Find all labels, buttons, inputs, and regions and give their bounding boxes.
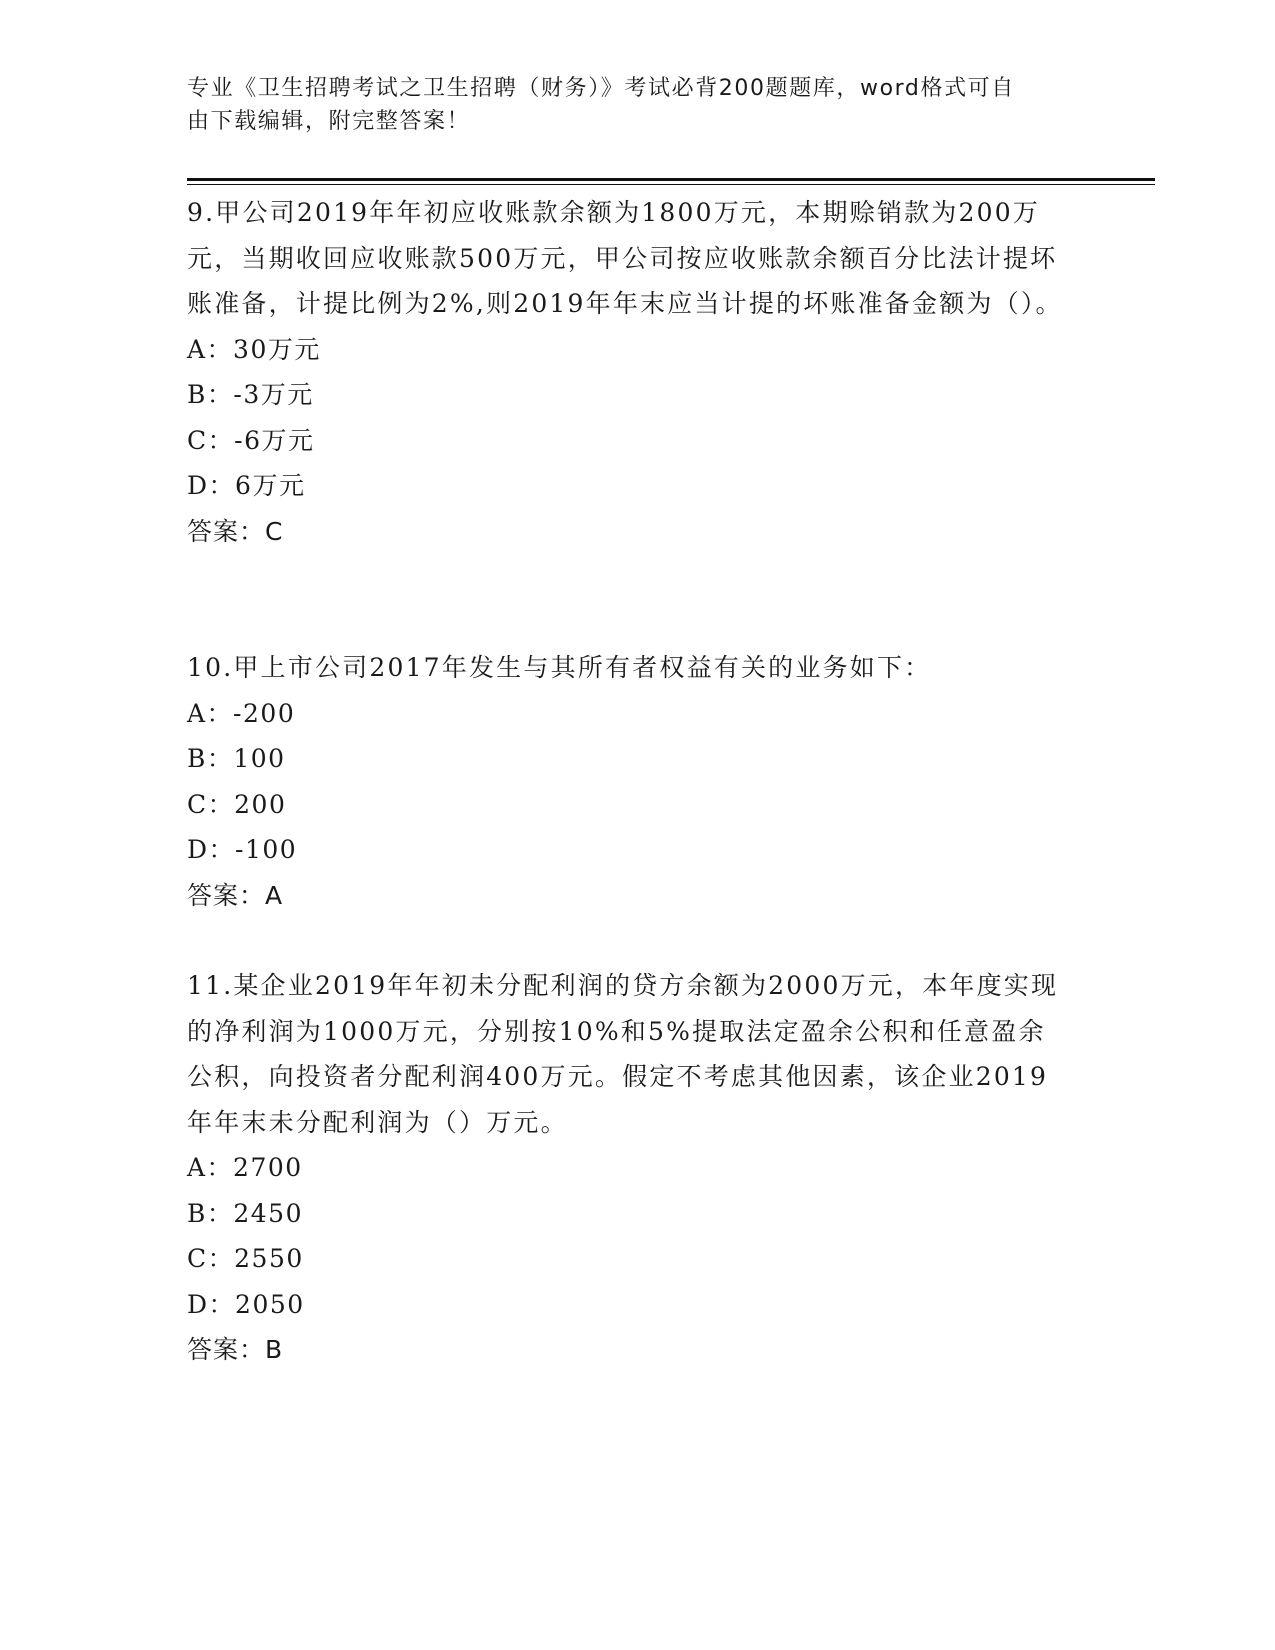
question-9 [187,190,1067,554]
question-11 [187,963,1067,1373]
header-divider-thin [187,184,1155,185]
question-10 [187,645,1067,918]
document-header [187,72,1067,138]
question-stem: 11.某企业2019年年初未分配利润的贷方余额为2000万元，本年度实现的净利润为1000万元，分别按10%和5%提取法定盈余公积和任意盈余公积，向投资者分配利润400万元。假定不考虑其他因素，该企业2019年年末未分配利润为（）万元。 [187,971,1059,1137]
answer: 答案：B [187,1335,284,1364]
question-stem: 10.甲上市公司2017年发生与其所有者权益有关的业务如下： [187,653,932,682]
option-a: A：-200 [187,698,296,728]
option-a: A：2700 [187,1153,303,1182]
option-c: C：200 [187,789,287,819]
option-a: A：30万元 [187,334,321,364]
answer: 答案：A [187,880,284,910]
answer: 答案：C [187,516,284,546]
option-b: B：-3万元 [187,380,314,409]
header-divider-thick [187,178,1155,181]
question-stem: 9.甲公司2019年年初应收账款余额为1800万元，本期赊销款为200万元，当期收回应收账款500万元，甲公司按应收账款余额百分比法计提坏账准备，计提比例为2%,则2019年年末应当计提的坏账准备金额为（）。 [187,198,1063,318]
option-c: C：-6万元 [187,425,315,455]
option-b: B：2450 [187,1198,303,1228]
option-d: D：6万元 [187,471,306,500]
option-d: D：2050 [187,1289,305,1319]
option-c: C：2550 [187,1244,304,1273]
option-b: B：100 [187,744,286,773]
option-d: D：-100 [187,835,298,864]
header-line-2: 由下载编辑，附完整答案！ [187,109,471,134]
header-line-1: 专业《卫生招聘考试之卫生招聘（财务）》考试必背200题题库，word格式可自 [187,76,1015,101]
